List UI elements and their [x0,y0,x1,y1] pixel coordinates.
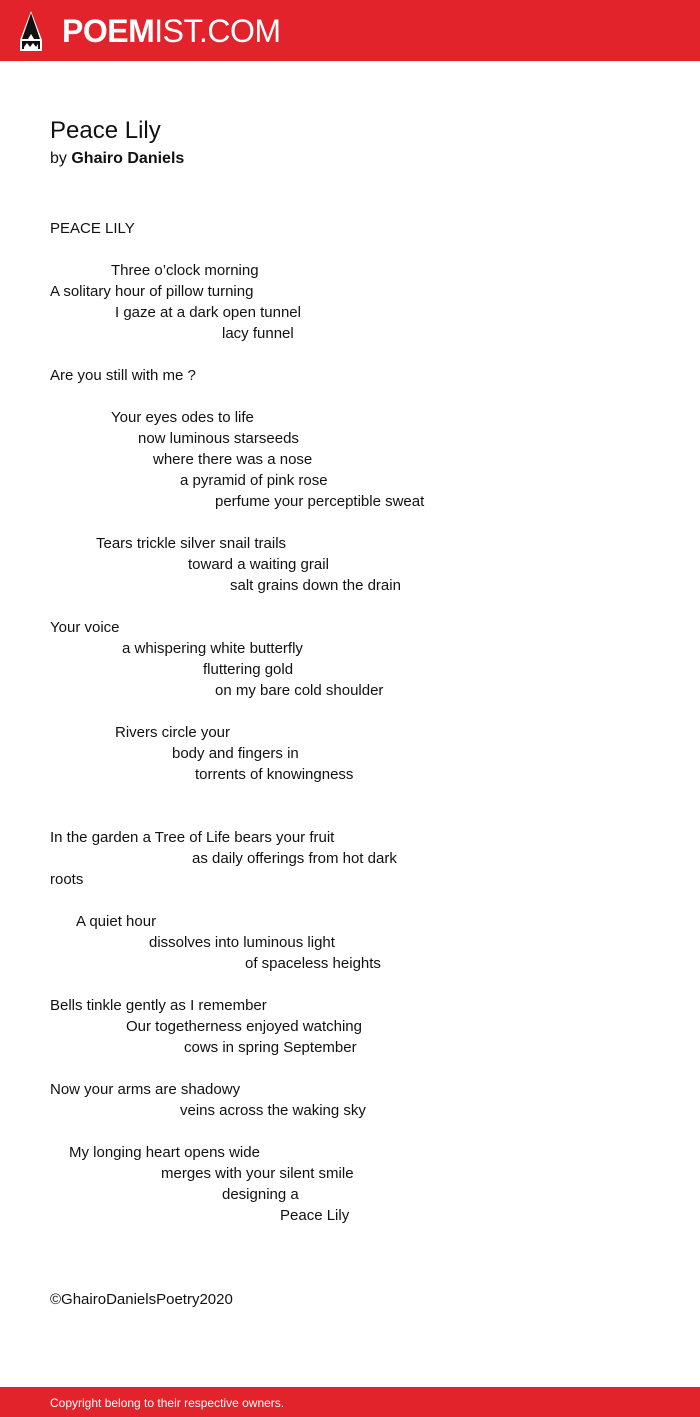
poem-copyright: ©GhairoDanielsPoetry2020 [50,1291,233,1308]
poem-line: now luminous starseeds [138,430,299,447]
poem-line: where there was a nose [153,451,313,468]
poem-line [50,974,670,995]
poem-line: merges with your silent smile [161,1165,354,1182]
poem-line: fluttering gold [203,661,294,678]
poem-line: Now your arms are shadowy [50,1081,241,1098]
poem-line: designing a [222,1186,299,1203]
poem-line: Are you still with me ? [50,367,196,384]
by-label: by [50,150,67,167]
poem-line: lacy funnel [222,325,294,342]
poem-line [50,785,670,806]
poem-line [50,386,670,407]
poem-line: body and fingers in [172,745,299,762]
poem-line: roots [50,871,84,888]
poem-line: a whispering white butterfly [122,640,303,657]
site-header [0,0,700,61]
poem-line: My longing heart opens wide [69,1144,260,1161]
author-name: Ghairo Daniels [71,150,185,167]
poem-line: Your voice [50,619,120,636]
poem-line [50,701,670,722]
poem-line: dissolves into luminous light [149,934,335,951]
poem-line: Our togetherness enjoyed watching [126,1018,362,1035]
poem-line [50,512,670,533]
poem-line: perfume your perceptible sweat [215,493,425,510]
poem-line [50,344,670,365]
logo-light-text: IST.COM [154,13,281,49]
poem-line: A solitary hour of pillow turning [50,283,254,300]
byline [50,148,184,170]
poem-line: Your eyes odes to life [111,409,254,426]
poem-line: torrents of knowingness [195,766,354,783]
logo-bold-text: POEM [62,13,155,49]
poem-line: as daily offerings from hot dark [192,850,397,867]
poem-line: A quiet hour [76,913,157,930]
poem-line: on my bare cold shoulder [215,682,384,699]
poem-line: a pyramid of pink rose [180,472,328,489]
poem-line: Rivers circle your [115,724,231,741]
poem-line: Bells tinkle gently as I remember [50,997,267,1014]
poem-line [50,239,670,260]
poem-line: veins across the waking sky [180,1102,366,1119]
poem-line: In the garden a Tree of Life bears your fruit [50,829,335,846]
poem-line [50,806,670,827]
poem-line [50,596,670,617]
poem-line: of spaceless heights [245,955,381,972]
poem-body [50,218,670,1226]
poem-line: Tears trickle silver snail trails [96,535,287,552]
poem-line: Peace Lily [280,1207,350,1224]
poem-line: PEACE LILY [50,220,135,237]
footer-text: Copyright belong to their respective owners. [50,1396,285,1410]
pencil-icon [18,10,44,52]
site-logo-text [62,11,281,51]
poem-title: Peace Lily [50,117,161,144]
poem-line: cows in spring September [184,1039,357,1056]
poem-line: I gaze at a dark open tunnel [115,304,301,321]
poem-line [50,1058,670,1079]
poem-line [50,890,670,911]
poem-line [50,1121,670,1142]
poem-line: toward a waiting grail [188,556,329,573]
poem-line: Three o’clock morning [111,262,259,279]
site-footer [0,1387,700,1417]
poem-line: salt grains down the drain [230,577,401,594]
